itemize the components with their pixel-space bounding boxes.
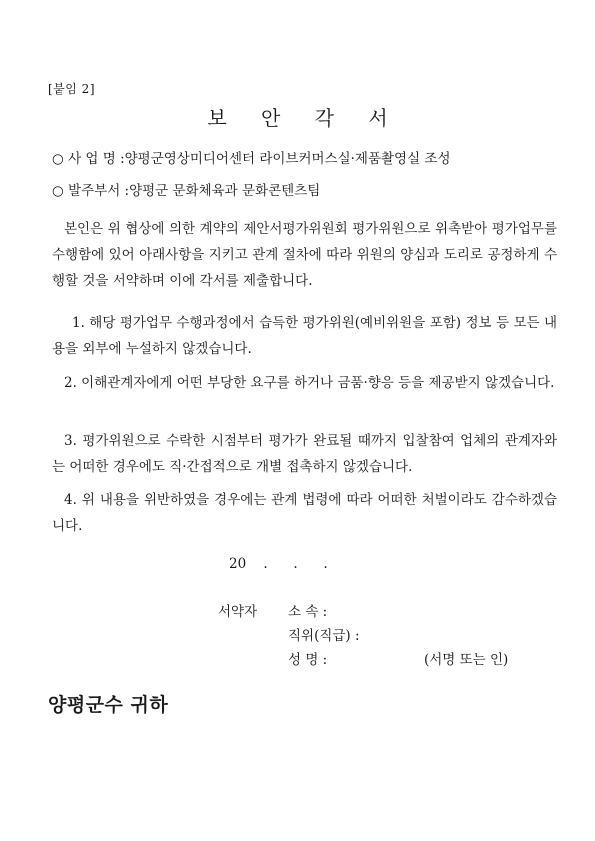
addressee: 양평군수 귀하 [48,694,169,716]
ordering-dept-value: 양평군 문화체육과 문화콘텐츠팀 [129,183,321,199]
position-label: 직위(직급) : [288,628,360,644]
ordering-dept-label: ○ 발주부서 : [52,183,130,199]
signature-hint: (서명 또는 인) [424,652,509,668]
pledge-item-1: 1. 해당 평가업무 수행과정에서 습득한 평가위원(예비위원을 포함) 정보 등 모든 내용을 외부에 누설하지 않겠습니다. [52,315,557,357]
date-line: 20 . . . [229,556,328,572]
project-name-value: 양평군영상미디어센터 라이브커머스실·제품촬영실 조성 [124,151,451,167]
pledge-item-2: 2. 이해관계자에게 어떤 부당한 요구를 하거나 금품·향응 등을 제공받지 않겠습니다. [64,375,555,391]
pledge-item-4: 4. 위 내용을 위반하였을 경우에는 관계 법령에 따라 어떠한 처벌이라도 감수하겠습니다. [52,492,557,534]
document-title: 보 안 각 서 [207,106,402,130]
attachment-label: [붙임 2] [48,82,95,96]
project-name-line [52,147,450,167]
project-name-label: ○ 사 업 명 : [52,151,125,167]
pledge-item-3: 3. 평가위원으로 수락한 시점부터 평가가 완료될 때까지 입찰참여 업체의 관계자와는 어떠한 경우에도 직·간접적으로 개별 접촉하지 않겠습니다. [52,433,557,475]
ordering-dept-line [52,179,320,199]
pledger-label: 서약자 [218,604,258,620]
affiliation-label: 소 속 : [288,604,328,620]
name-label: 성 명 : [288,652,328,668]
intro-paragraph: 본인은 위 협상에 의한 계약의 제안서평가위원회 평가위원으로 위촉받아 평가업무를 수행함에 있어 아래사항을 지키고 관계 절차에 따라 위원의 양심과 도리로 공정하게 수행할 것을 서약하며 이에 각서를 제출합니다. [52,221,557,289]
